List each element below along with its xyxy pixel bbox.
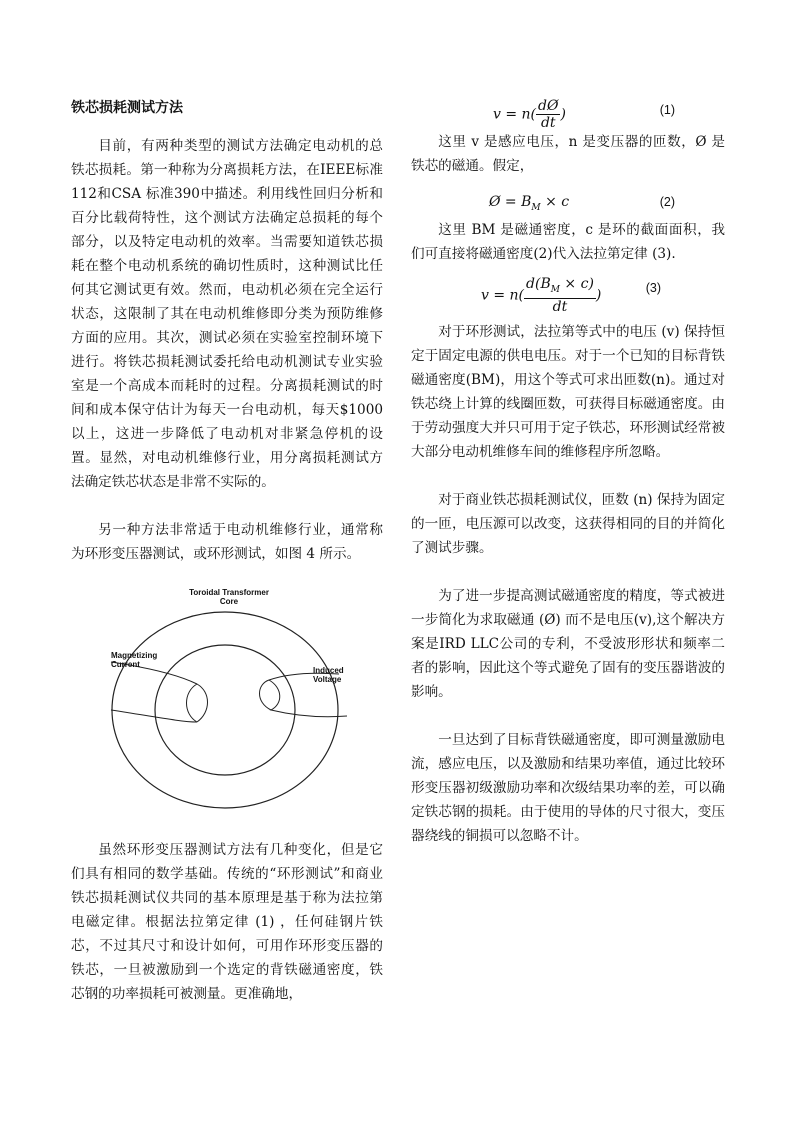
primary-winding-top: [111, 662, 208, 722]
primary-winding-bottom: [111, 710, 197, 722]
paragraph-faraday: 虽然环形变压器测试方法有几种变化，但是它们具有相同的数学基础。传统的“环形测试”和商业铁芯损耗测试仪共同的基本原理是基于称为法拉第电磁定律。根据法拉第定律 (1) ，任何硅钢片铁芯，不过其尺寸和设计如何，可用作环形变压器的铁芯，一旦被激励到一个选定的背铁磁通密度，铁芯钢的功率损耗可被测量。更准确地，: [71, 842, 383, 1002]
equation-2-number: (2): [659, 195, 675, 209]
left-column: [71, 92, 383, 1006]
induced-voltage-label: Induced Voltage: [313, 666, 344, 684]
magnetizing-current-label: Magnetizing Current: [111, 651, 158, 669]
paragraph-measurement: 一旦达到了目标背铁磁通密度，即可测量激励电流，感应电压，以及激励和结果功率值，通过比较环形变压器初级激励功率和次级结果功率的差，可以确定铁芯钢的损耗。由于使用的导体的尺寸很大，变压器绕线的铜损可以忽略不计。: [411, 732, 725, 844]
primary-winding-loop: [187, 684, 198, 722]
core-label: Toroidal Transformer Core: [189, 588, 269, 606]
equation-2: Ø = $B_M \times c$ (2): [411, 184, 725, 218]
equation-3-number: (3): [645, 281, 661, 295]
paragraph-eq2-explain: 这里 BM 是磁通密度，c 是环的截面面积，我们可直接将磁通密度(2)代入法拉第定律 (3).: [411, 222, 725, 262]
paragraph-precision: 为了进一步提高测试磁通密度的精度，等式被进一步简化为求取磁通 (Ø) 而不是电压(v),这个解决方案是IRD LLC公司的专利，不受波形形状和频率二者的影响，因此这个等式避免了固有的变压器谐波的影响。: [411, 588, 725, 700]
paragraph-separation-loss: 目前，有两种类型的测试方法确定电动机的总铁芯损耗。第一种称为分离损耗方法，在IEEE标准112和CSA 标准390中描述。利用线性回归分析和百分比载荷特性，这个测试方法确定总损耗的每个部分，以及特定电动机的效率。当需要知道铁芯损耗在整个电动机系统的确切性质时，这种测试比任何其它测试更有效。然而，电动机必须在完全运行状态，这限制了其在电动机维修即分类为预防维修方面的应用。其次，测试必须在实验室控制环境下进行。将铁芯损耗测试委托给电动机测试专业实验室是一个高成本而耗时的过程。分离损耗测试的时间和成本保守估计为每天一台电动机，每天$1000以上，这进一步降低了电动机对非紧急停机的设置。显然，对电动机维修行业，用分离损耗测试方法确定铁芯状态是非常不实际的。: [71, 138, 383, 490]
outer-core-ring: [112, 612, 338, 808]
right-column: [411, 92, 725, 848]
equation-3: v = n( $\frac{d(B_M \times c)}{dt}$ ) (3): [481, 276, 661, 315]
paragraph-toroid-intro: 另一种方法非常适于电动机维修行业，通常称为环形变压器测试，或环形测试，如图 4 所示。: [71, 522, 383, 562]
inner-core-ring: [155, 645, 295, 775]
toroid-figure: [71, 584, 383, 814]
equation-1: v = n( $\frac{dØ}{dt}$ ) (1): [493, 98, 675, 131]
toroid-diagram: [71, 584, 383, 814]
equation-1-number: (1): [659, 103, 675, 117]
section-title: 铁芯损耗测试方法: [71, 100, 183, 116]
paragraph-commercial-tester: 对于商业铁芯损耗测试仪，匝数 (n) 保持为固定的一匝，电压源可以改变，这获得相同的目的并简化了测试步骤。: [411, 492, 725, 556]
paragraph-toroid-test: 对于环形测试，法拉第等式中的电压 (v) 保持恒定于固定电源的供电电压。对于一个已知的目标背铁磁通密度(BM)，用这个等式可求出匝数(n)。通过对铁芯绕上计算的线圈匝数，可获得目标磁通密度。由于劳动强度大并只可用于定子铁芯，环形测试经常被大部分电动机维修车间的维修程序所忽略。: [411, 324, 725, 460]
paragraph-eq1-explain: 这里 v 是感应电压，n 是变压器的匝数，Ø 是铁芯的磁通。假定，: [411, 134, 725, 174]
secondary-winding-bottom: [269, 680, 347, 717]
